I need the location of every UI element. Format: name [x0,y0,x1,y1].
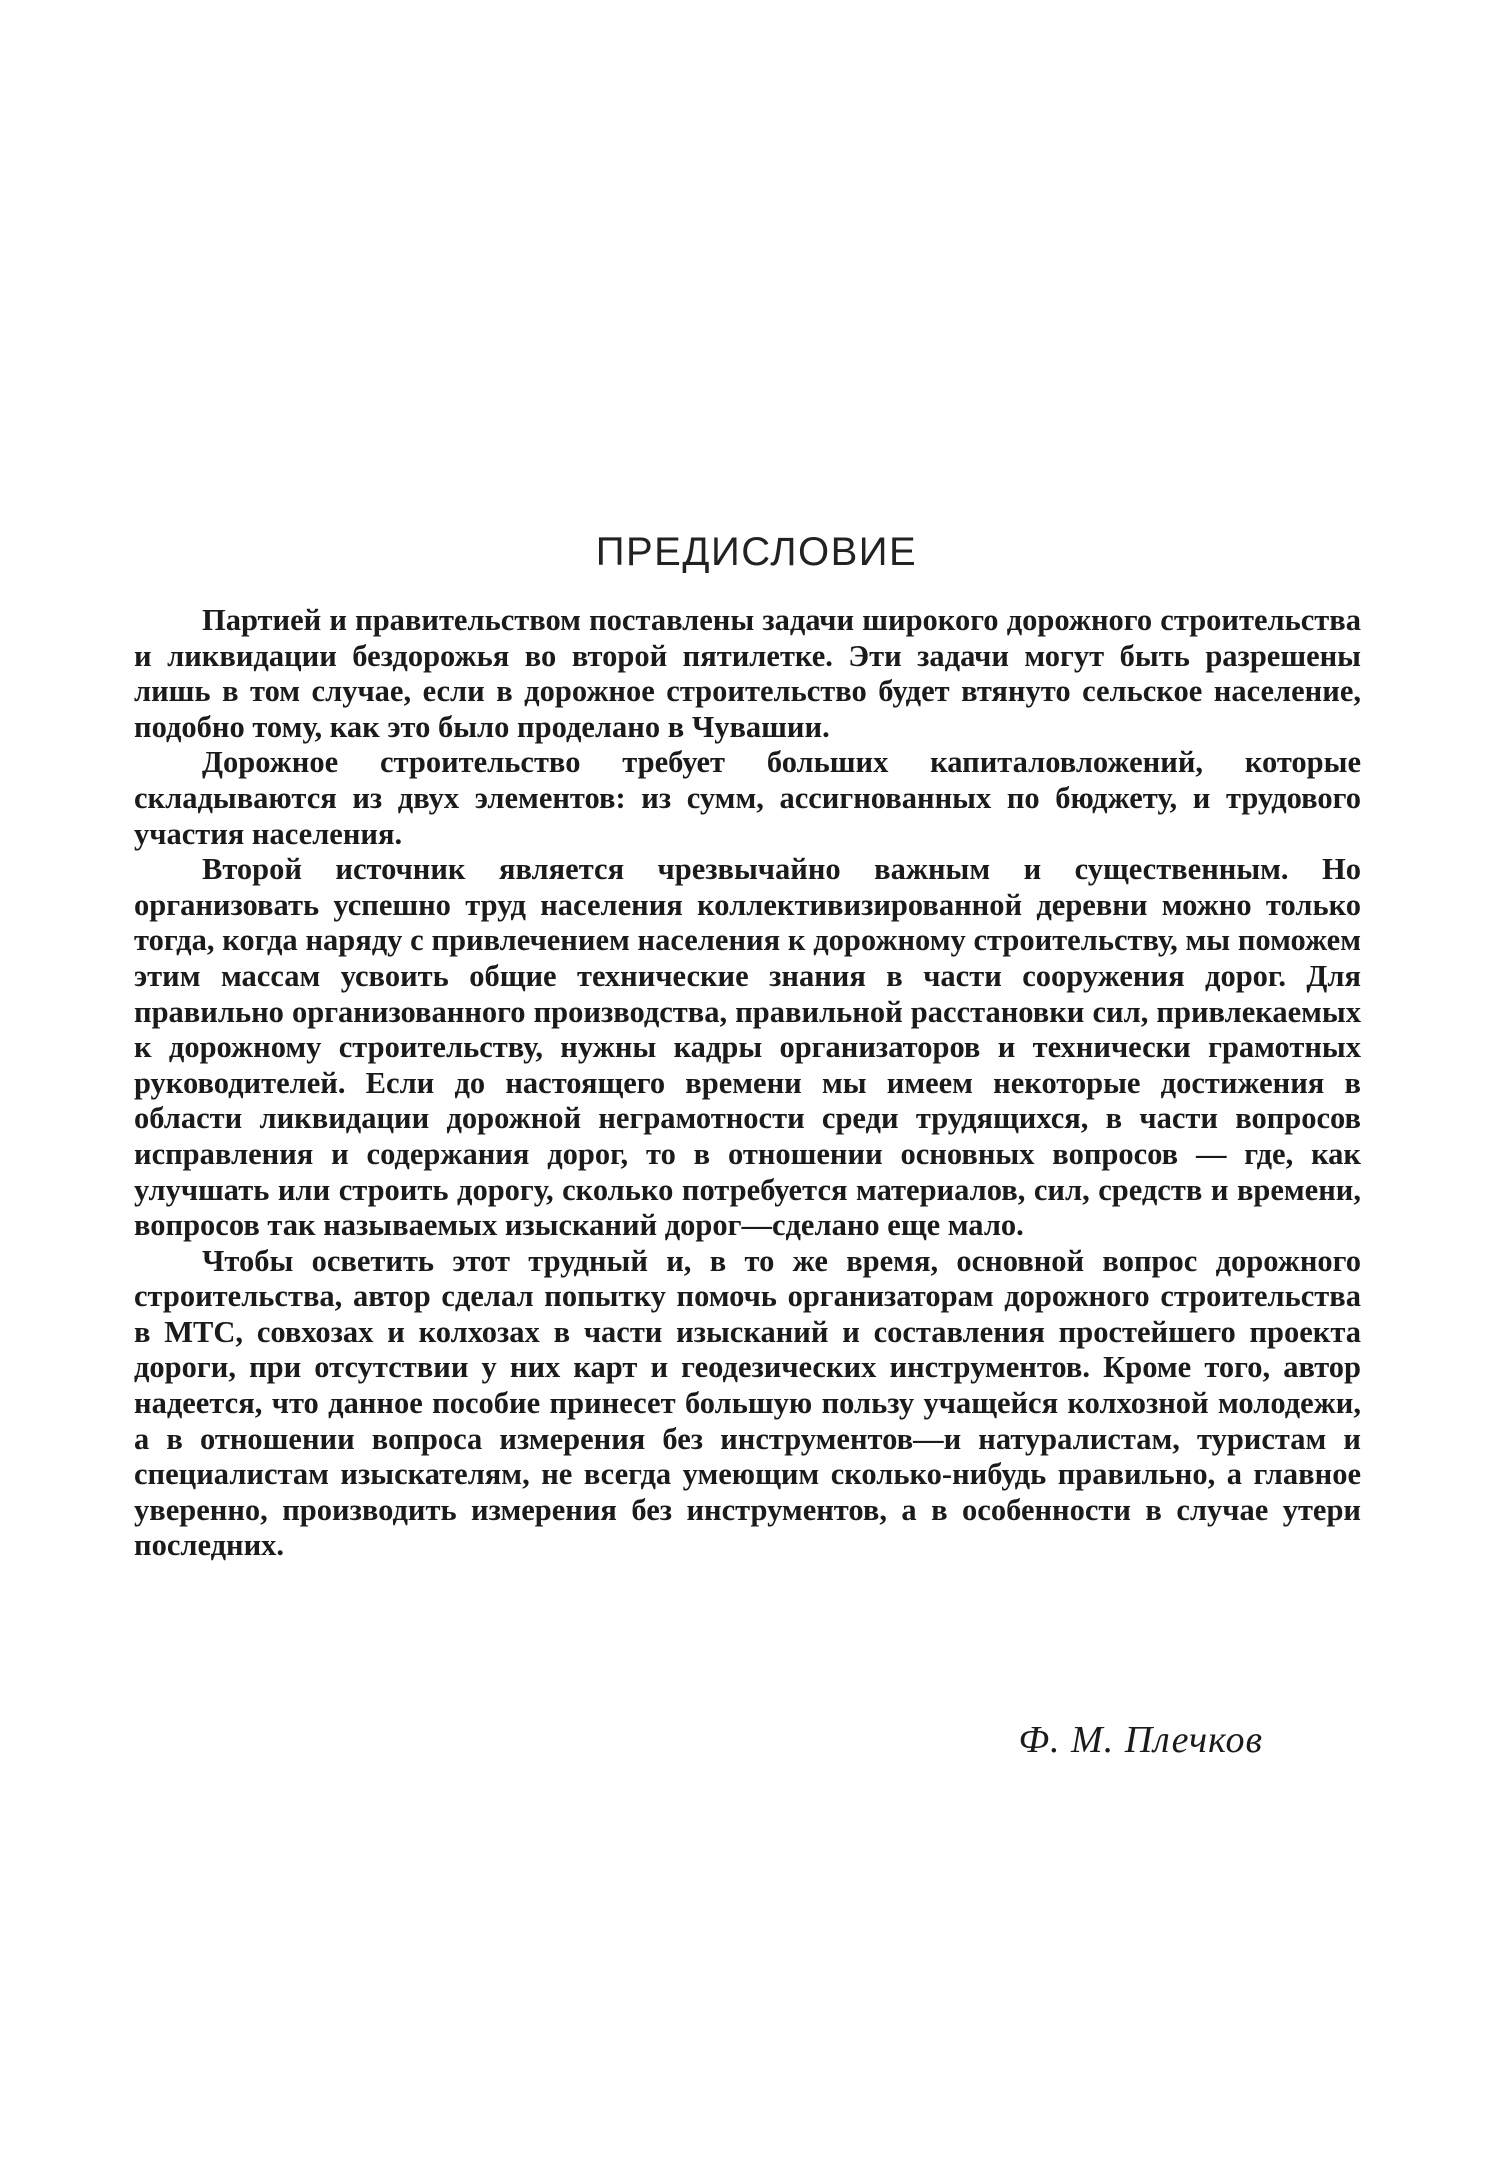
paragraph-4: Чтобы осветить этот трудный и, в то же время, основной вопрос дорожного строительства, автор сделал попытку помочь организаторам дорожного строительства в МТС, совхозах и колхозах в части изысканий и составления простейшего проекта дороги, при отсутствии у них карт и геодезических инструментов. Кроме того, автор надеется, что данное пособие принесет большую пользу учащейся колхозной молодежи, а в отношении вопроса измерения без инструментов—и натуралистам, туристам и специалистам изыскателям, не всегда умеющим сколько-нибудь правильно, а главное уверенно, производить измерения без инструментов, а в особенности в случае утери последних. [134,1243,1361,1563]
paragraph-1: Партией и правительством поставлены задачи широкого дорожного строительства и ликвидации бездорожья во второй пятилетке. Эти задачи могут быть разрешены лишь в том случае, если в дорожное строительство будет втянуто сельское население, подобно тому, как это было проделано в Чувашии. [134,603,1361,744]
paragraph-2: Дорожное строительство требует больших капиталовложений, которые складываются из двух элементов: из сумм, ассигнованных по бюджету, и трудового участия населения. [134,745,1361,851]
body-text [134,603,1361,1564]
paragraph-3: Второй источник является чрезвычайно важным и существенным. Но организовать успешно труд населения коллективизированной деревни можно только тогда, когда наряду с привлечением населения к дорожному строительству, мы поможем этим массам усвоить общие технические знания в части сооружения дорог. Для правильно организованного производства, правильной расстановки сил, привлекаемых к дорожному строительству, нужны кадры организаторов и технически грамотных руководителей. Если до настоящего времени мы имеем некоторые достижения в области ликвидации дорожной неграмотности среди трудящихся, в части вопросов исправления и содержания дорог, то в отношении основных вопросов — где, как улучшать или строить дорогу, сколько потребуется материалов, сил, средств и времени, вопросов так называемых изысканий дорог—сделано еще мало. [134,852,1361,1243]
author-signature: Ф. М. Плечков [1018,1719,1263,1761]
document-page [134,530,1361,1564]
page-title: ПРЕДИСЛОВИЕ [595,530,918,574]
